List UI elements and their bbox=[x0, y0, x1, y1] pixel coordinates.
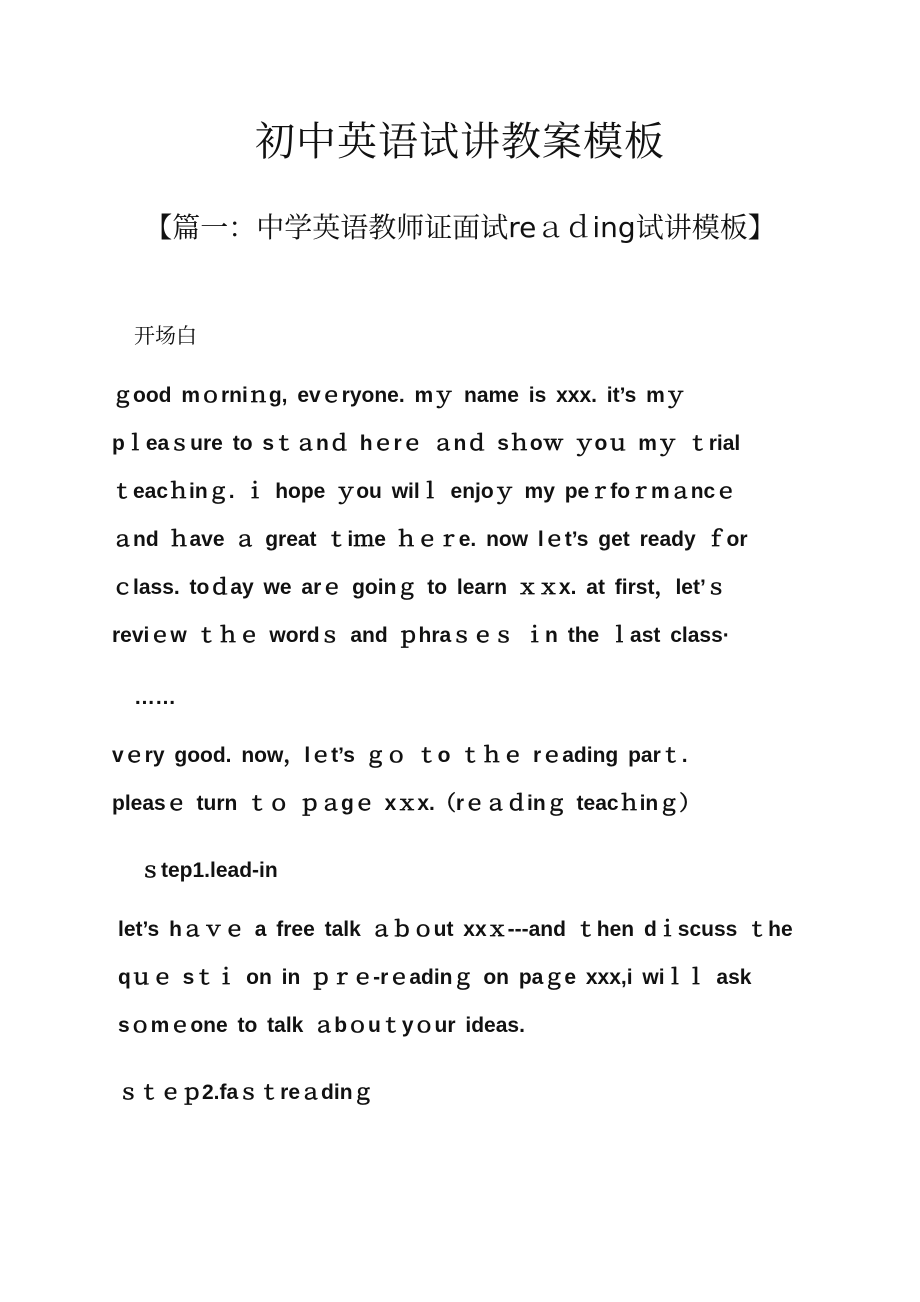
text-line: let’s hａｖｅ a free talk ａｂｏut xxｘ---and ｔhen dｉscuss ｔhe bbox=[118, 918, 793, 941]
text-line: pｌeaｓure to sｔａnｄ hｅrｅ ａnｄ sｈoｗ ｙoｕ mｙ ｔrial bbox=[112, 432, 741, 455]
ellipsis: …… bbox=[134, 686, 176, 709]
step1-heading: ｓtep1.lead-in bbox=[140, 859, 278, 882]
text-line: sｏmｅone to talk ａbｏuｔyｏur ideas. bbox=[118, 1014, 525, 1037]
section-heading: 【篇一：中学英语教师证面试reａｄing试讲模板】 bbox=[144, 211, 776, 244]
opening-label: 开场白 bbox=[134, 324, 197, 348]
document-title: 初中英语试讲教案模板 bbox=[255, 119, 665, 165]
text-line: ａnd ｈave ａ great ｔiｍe ｈｅｒe. now lｅt’s get ready ｆor bbox=[112, 528, 748, 551]
text-line: ｃlass. toｄay we arｅ goinｇ to learn ｘｘx. at first，let’ｓ bbox=[112, 576, 727, 599]
text-line: qｕｅ sｔｉ on in ｐｒｅ-rｅadinｇ on paｇe xxx,i wiｌｌ ask bbox=[118, 966, 752, 989]
text-line: vｅry good. now，lｅt’s ｇｏ ｔo ｔｈｅ rｅading parｔ. bbox=[112, 744, 688, 767]
text-line: ｔeacｈinｇ. ｉ hope ｙou wilｌ enjoｙ my peｒfoｒmａncｅ bbox=[112, 480, 737, 503]
text-line: pleasｅ turn ｔｏ ｐａgｅ xｘx.（rｅａｄinｇ teacｈinｇ） bbox=[112, 792, 701, 815]
step2-heading: ｓｔｅｐ2.faｓｔreａdinｇ bbox=[118, 1081, 374, 1104]
opening-paragraph bbox=[112, 372, 812, 660]
text-line: reviｅw ｔｈｅ wordｓ and ｐhraｓｅｓ ｉn the ｌast class· bbox=[112, 624, 730, 647]
lead-in-paragraph bbox=[118, 906, 818, 1050]
reading-transition-paragraph bbox=[112, 732, 812, 828]
text-line: ｇood mｏrniｎg, evｅryone. mｙ name is xxx. it’s mｙ bbox=[112, 384, 686, 407]
